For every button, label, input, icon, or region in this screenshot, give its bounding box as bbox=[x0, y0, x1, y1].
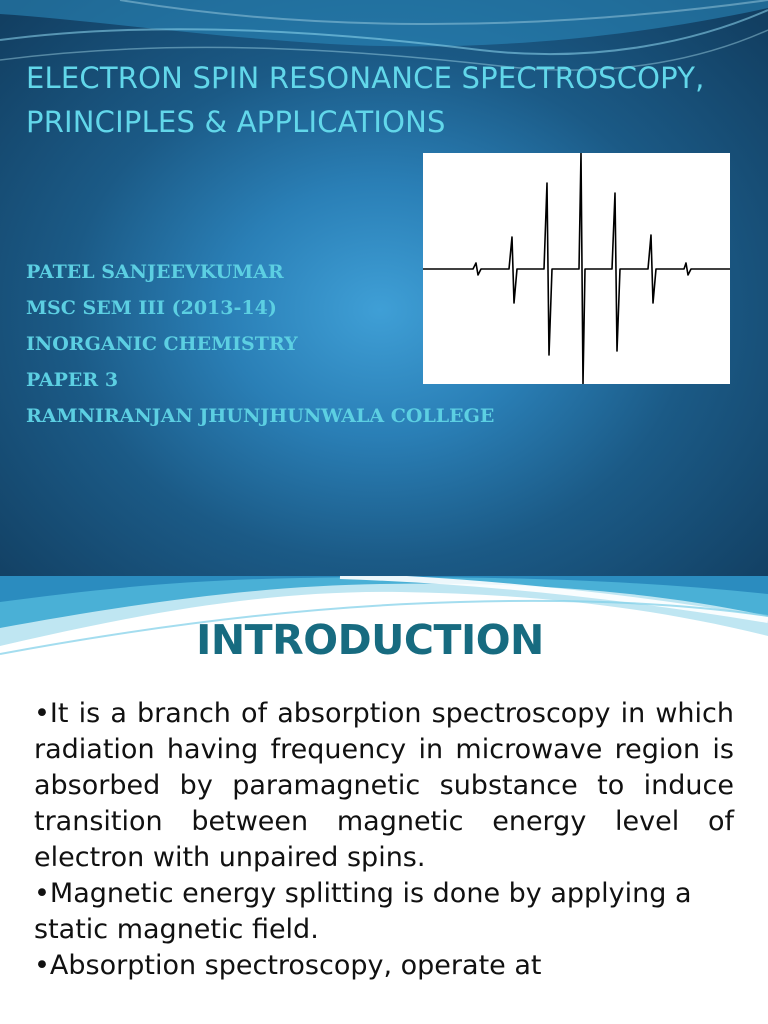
presentation-title bbox=[26, 56, 746, 144]
author-course: MSC SEM III (2013-14) bbox=[26, 297, 277, 319]
author-info bbox=[26, 254, 586, 434]
introduction-slide bbox=[0, 576, 768, 1024]
paragraph-2: •Magnetic energy splitting is done by applying a static magnetic field. bbox=[34, 878, 692, 945]
title-line-2: PRINCIPLES & APPLICATIONS bbox=[26, 105, 446, 139]
author-paper: PAPER 3 bbox=[26, 369, 119, 391]
paragraph-3: •Absorption spectroscopy, operate at bbox=[34, 950, 542, 981]
title-line-1: ELECTRON SPIN RESONANCE SPECTROSCOPY, bbox=[26, 61, 705, 95]
author-name: PATEL SANJEEVKUMAR bbox=[26, 261, 284, 283]
paragraph-1: •It is a branch of absorption spectroscopy in which radiation having frequency in microwave region is absorbed by paramagnetic substance to induce transition between magnetic energy level of electron with unpaired spins. bbox=[34, 698, 734, 873]
slide-heading: INTRODUCTION bbox=[196, 616, 544, 664]
slide-body bbox=[34, 696, 734, 984]
author-college: RAMNIRANJAN JHUNJHUNWALA COLLEGE bbox=[26, 405, 495, 427]
author-subject: INORGANIC CHEMISTRY bbox=[26, 333, 298, 355]
